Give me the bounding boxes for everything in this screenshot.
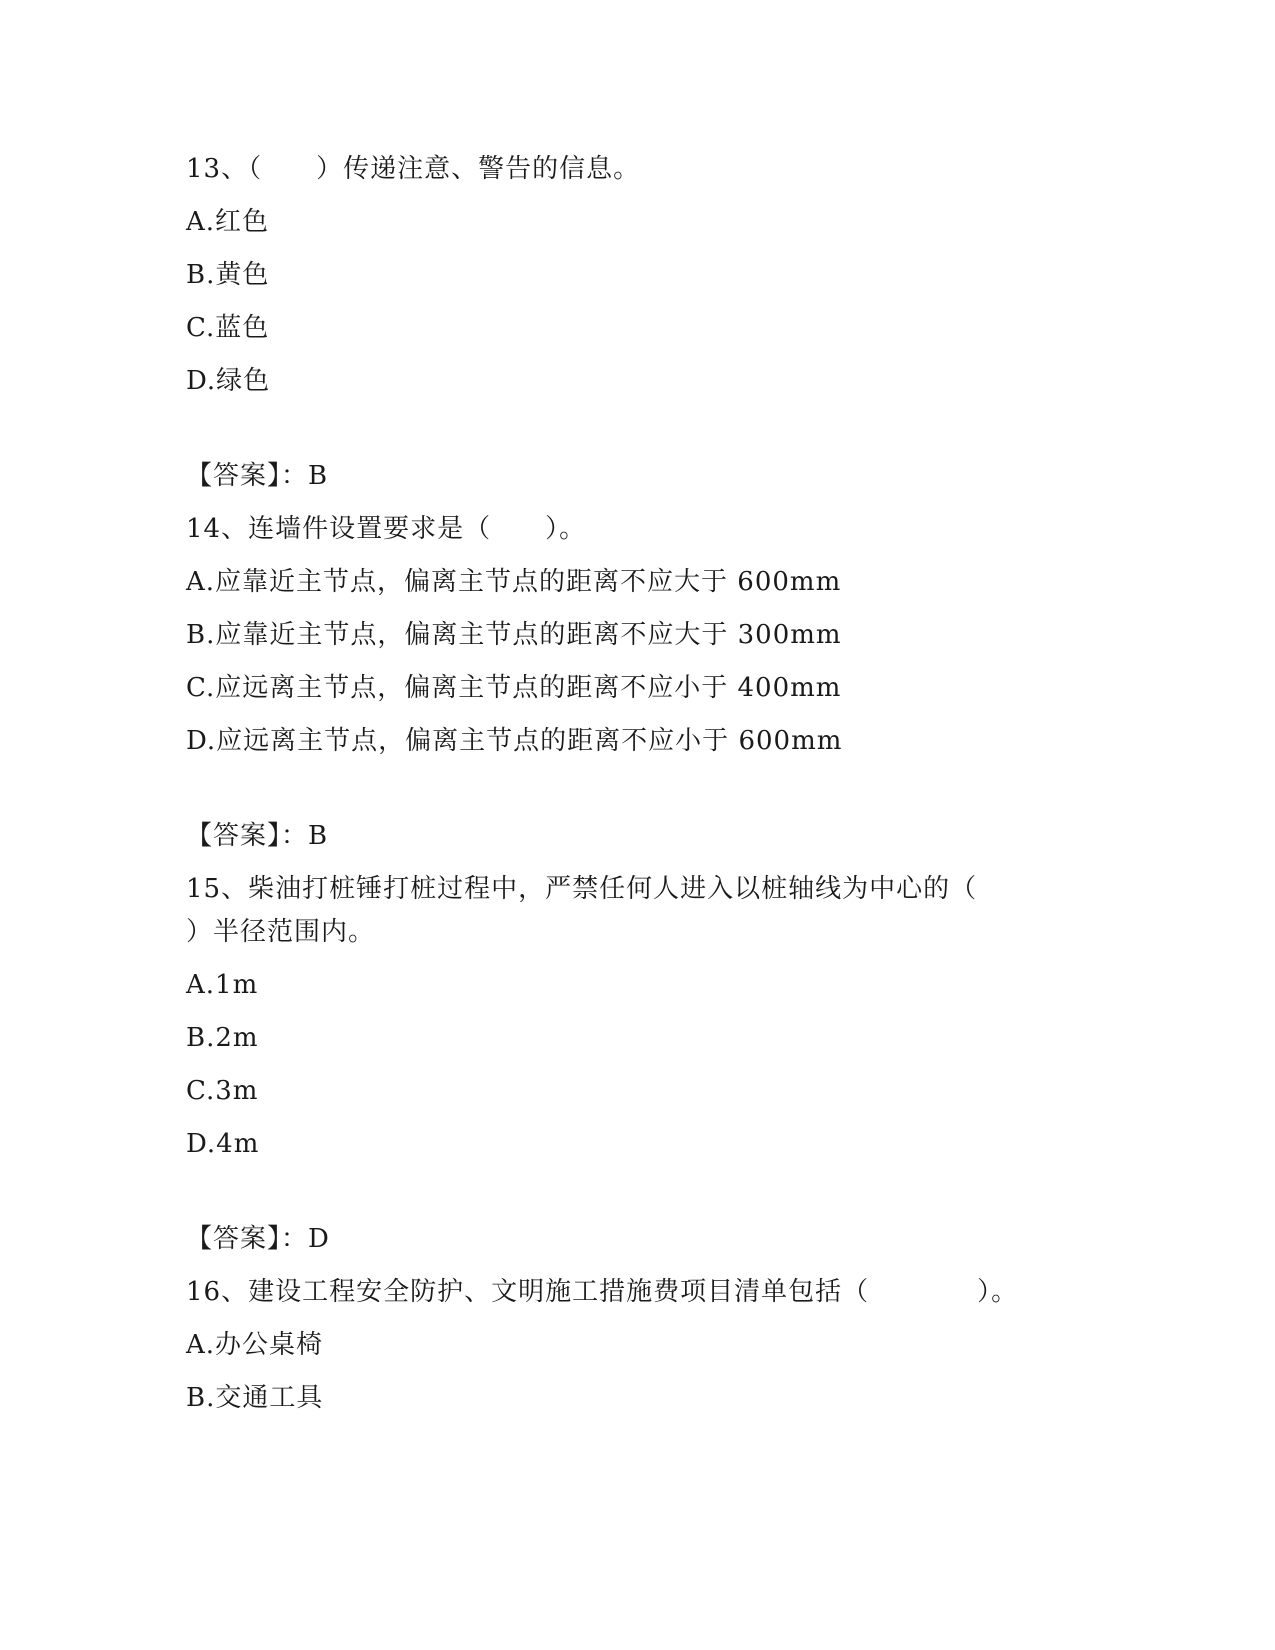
question-13-answer: 【答案】：B bbox=[186, 461, 329, 491]
question-14-option-d: D.应远离主节点，偏离主节点的距离不应小于 600mm bbox=[186, 726, 843, 756]
question-14-option-c: C.应远离主节点，偏离主节点的距离不应小于 400mm bbox=[186, 673, 842, 703]
question-14-answer: 【答案】：B bbox=[186, 821, 329, 851]
question-15-option-d: D.4m bbox=[186, 1129, 260, 1159]
question-13-option-b: B.黄色 bbox=[186, 260, 270, 290]
question-16-option-a: A.办公桌椅 bbox=[186, 1330, 324, 1360]
question-16-stem: 16、建设工程安全防护、文明施工措施费项目清单包括（ ）。 bbox=[186, 1277, 1019, 1307]
question-13-stem: 13、（ ）传递注意、警告的信息。 bbox=[186, 154, 641, 184]
question-13-option-c: C.蓝色 bbox=[186, 313, 270, 343]
question-14-stem: 14、连墙件设置要求是（ ）。 bbox=[186, 514, 587, 544]
question-16-option-b: B.交通工具 bbox=[186, 1383, 324, 1413]
question-14-option-a: A.应靠近主节点，偏离主节点的距离不应大于 600mm bbox=[186, 567, 842, 597]
question-15-option-a: A.1m bbox=[186, 970, 259, 1000]
question-14-option-b: B.应靠近主节点，偏离主节点的距离不应大于 300mm bbox=[186, 620, 842, 650]
question-13-option-a: A.红色 bbox=[186, 207, 270, 237]
question-15-option-c: C.3m bbox=[186, 1076, 259, 1106]
question-15-option-b: B.2m bbox=[186, 1023, 259, 1053]
question-15-answer: 【答案】：D bbox=[186, 1224, 330, 1254]
question-13-option-d: D.绿色 bbox=[186, 366, 271, 396]
question-15-stem-line-2: ）半径范围内。 bbox=[186, 917, 376, 947]
question-15-stem-line-1: 15、柴油打桩锤打桩过程中，严禁任何人进入以桩轴线为中心的（ bbox=[186, 874, 978, 904]
